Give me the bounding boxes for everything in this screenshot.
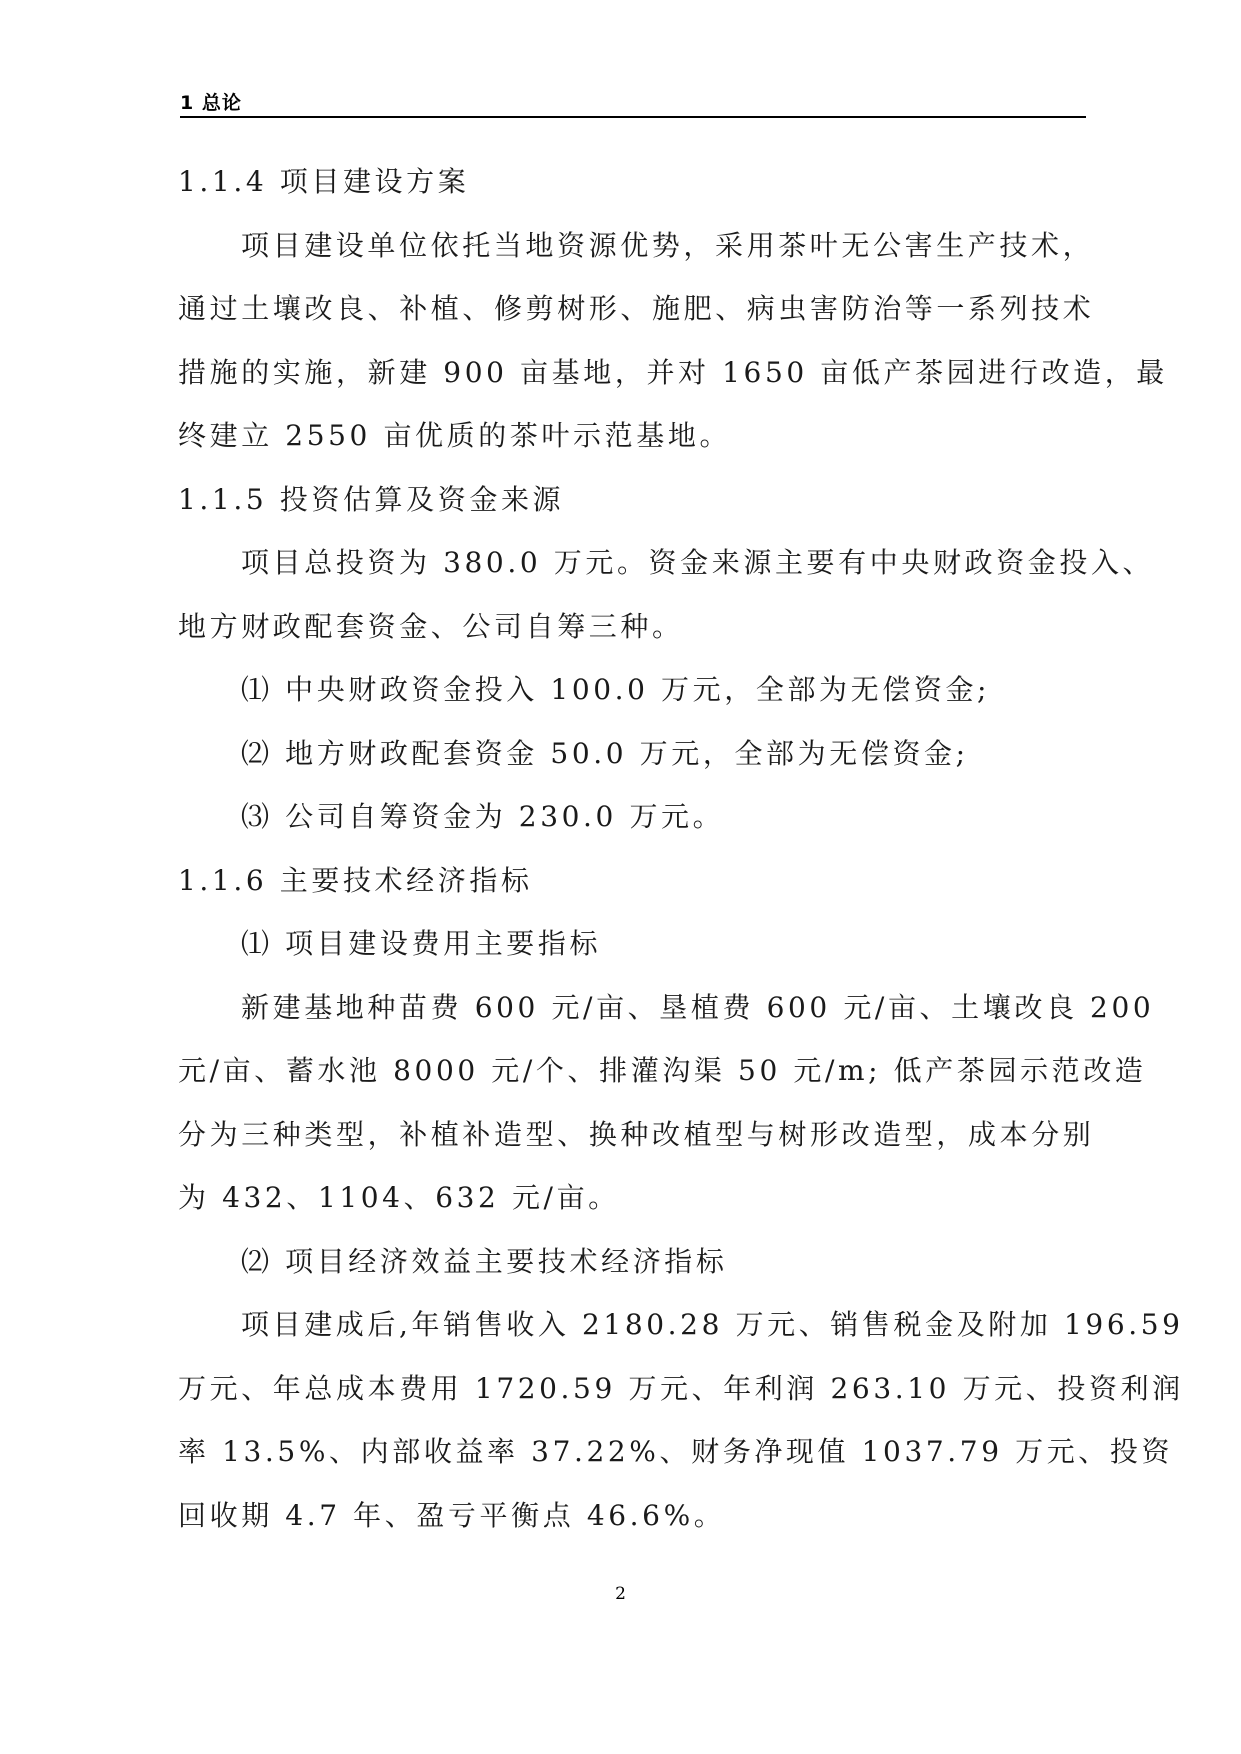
subheading: ⑵ 项目经济效益主要技术经济指标 (241, 1244, 728, 1278)
paragraph-line: 措施的实施，新建 900 亩基地，并对 1650 亩低产茶园进行改造，最 (178, 355, 1168, 389)
paragraph-line: 回收期 4.7 年、盈亏平衡点 46.6%。 (178, 1498, 726, 1532)
document-body (178, 150, 1184, 1547)
paragraph-line: 元/亩、蓄水池 8000 元/个、排灌沟渠 50 元/m; 低产茶园示范改造 (178, 1054, 1147, 1087)
paragraph-line: 万元、年总成本费用 1720.59 万元、年利润 263.10 万元、投资利润 (178, 1371, 1184, 1405)
paragraph-line: 终建立 2550 亩优质的茶叶示范基地。 (178, 419, 732, 452)
paragraph-line: 项目建设单位依托当地资源优势，采用茶叶无公害生产技术， (241, 228, 1095, 262)
paragraph-line: 通过土壤改良、补植、修剪树形、施肥、病虫害防治等一系列技术 (178, 292, 1095, 325)
paragraph-line: 地方财政配套资金、公司自筹三种。 (178, 609, 684, 643)
section-heading-1-1-4: 1.1.4 项目建设方案 (178, 165, 470, 198)
paragraph-line: 分为三种类型，补植补造型、换种改植型与树形改造型，成本分别 (178, 1117, 1095, 1151)
paragraph-line: 项目建成后,年销售收入 2180.28 万元、销售税金及附加 196.59 (241, 1308, 1184, 1341)
list-item: ⑴ 中央财政资金投入 100.0 万元，全部为无偿资金; (241, 673, 991, 706)
section-heading-1-1-5: 1.1.5 投资估算及资金来源 (178, 482, 565, 516)
list-item: ⑵ 地方财政配套资金 50.0 万元，全部为无偿资金; (241, 736, 969, 770)
subheading: ⑴ 项目建设费用主要指标 (241, 927, 602, 960)
page-header (180, 86, 1086, 118)
paragraph-line: 为 432、1104、632 元/亩。 (178, 1181, 620, 1214)
paragraph-line: 新建基地种苗费 600 元/亩、垦植费 600 元/亩、土壤改良 200 (241, 990, 1155, 1024)
chapter-title: 1 总论 (180, 92, 242, 114)
page-number: 2 (615, 1584, 626, 1604)
paragraph-line: 率 13.5%、内部收益率 37.22%、财务净现值 1037.79 万元、投资 (178, 1435, 1174, 1468)
section-heading-1-1-6: 1.1.6 主要技术经济指标 (178, 863, 533, 897)
list-item: ⑶ 公司自筹资金为 230.0 万元。 (241, 800, 725, 833)
paragraph-line: 项目总投资为 380.0 万元。资金来源主要有中央财政资金投入、 (241, 546, 1155, 579)
